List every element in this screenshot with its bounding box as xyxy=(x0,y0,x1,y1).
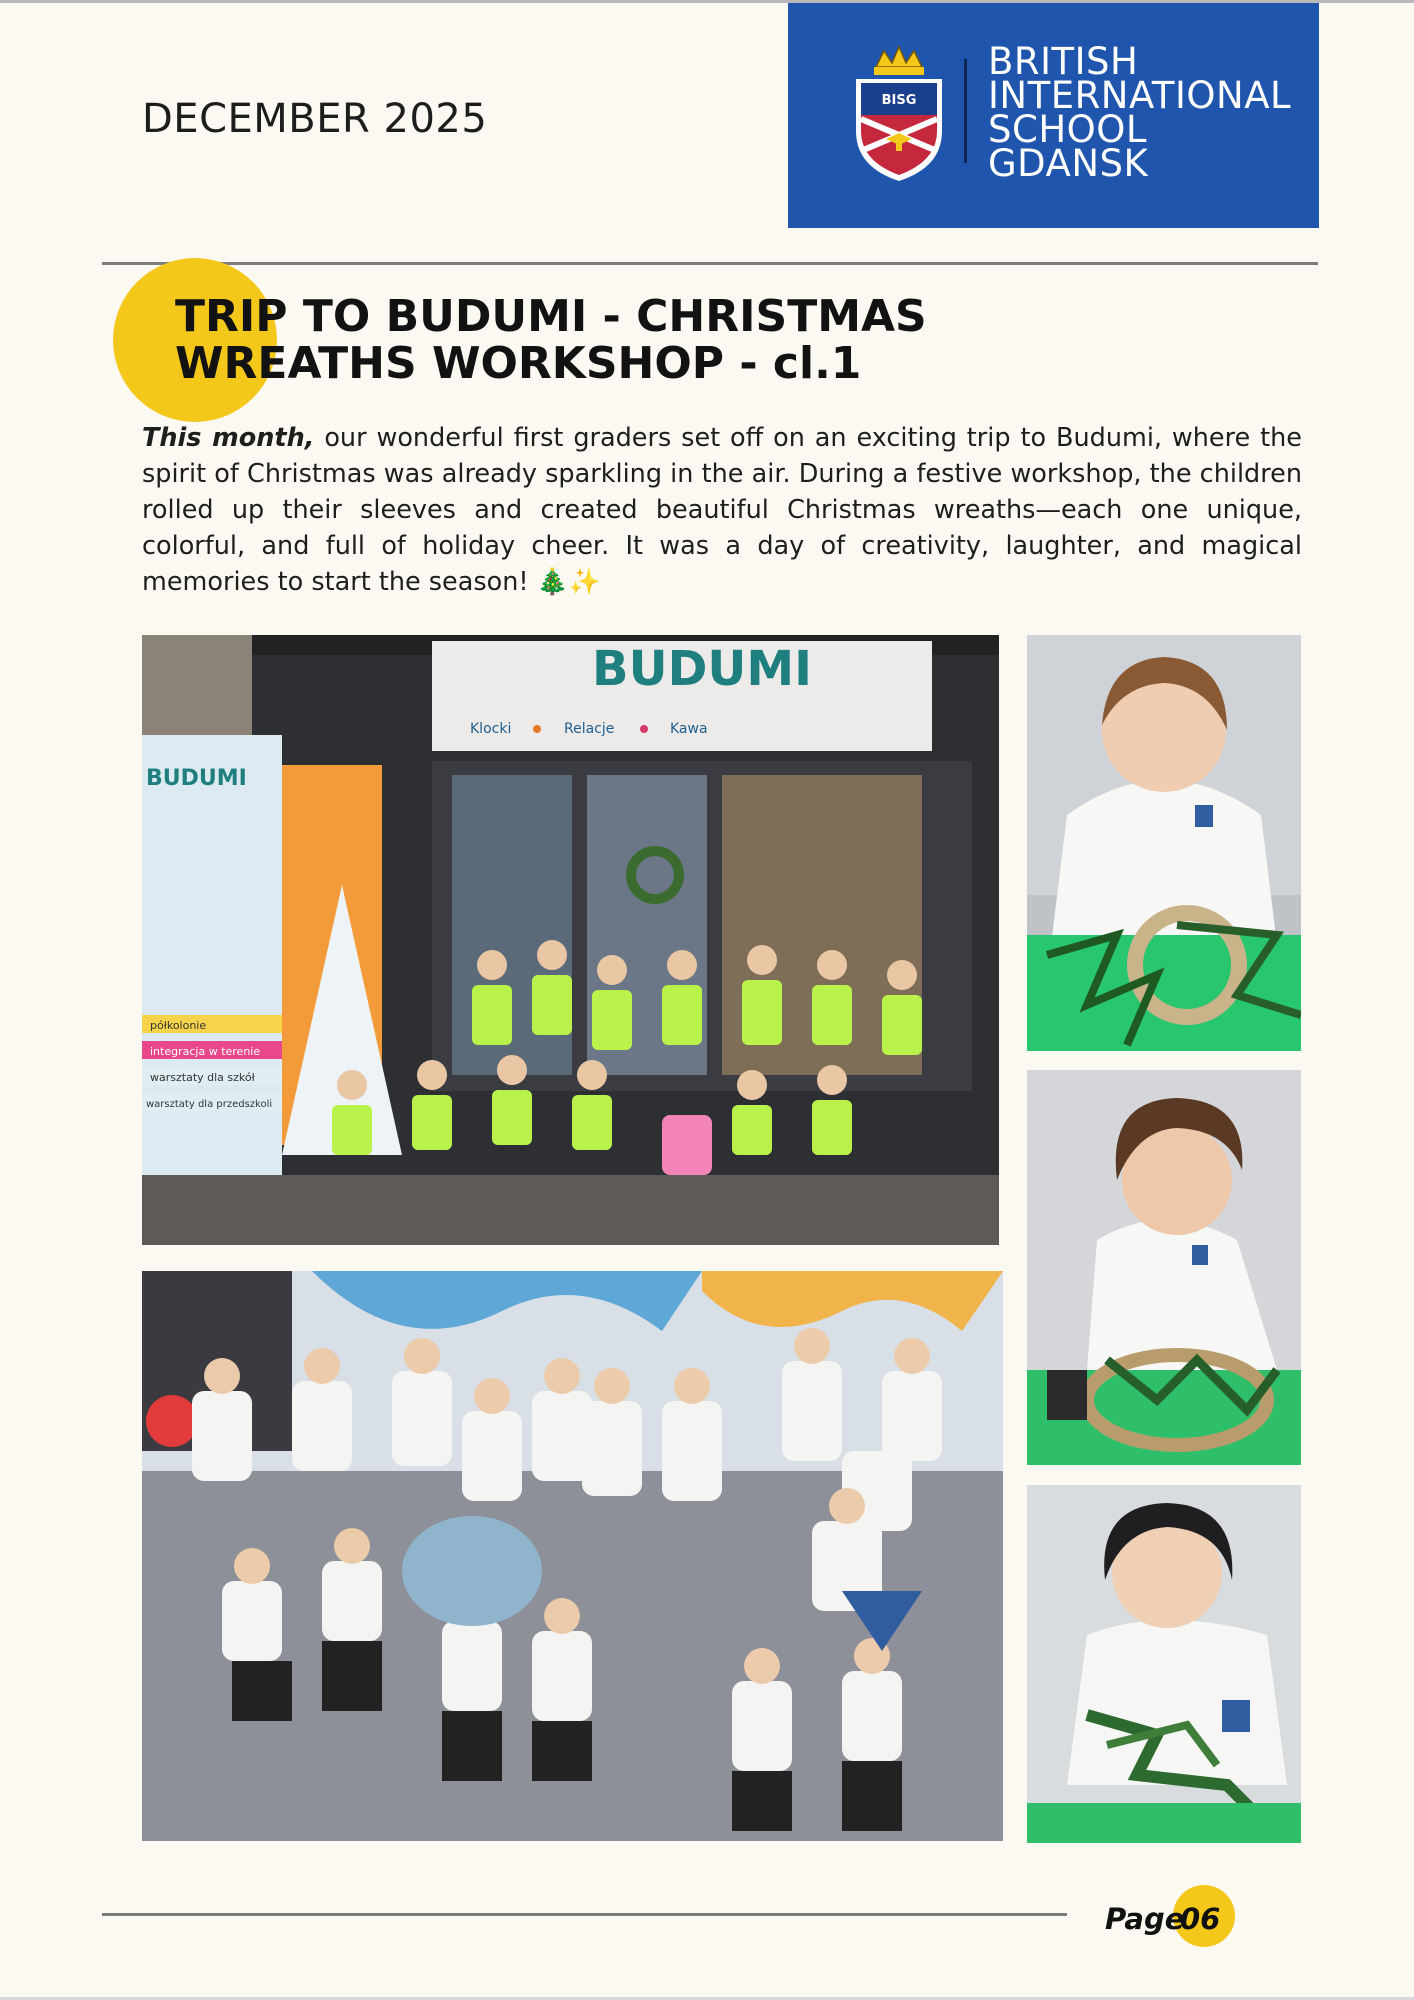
photo-group-storefront xyxy=(142,635,999,1245)
school-name-line: SCHOOL xyxy=(988,108,1148,151)
logo-divider xyxy=(964,59,967,163)
intro-lead: This month, xyxy=(142,423,315,453)
intro-body: our wonderful first graders set off on an exciting trip to Budumi, where the spirit of Christmas was already sparkling in the air. During a festive workshop, the children rolled up their sleeves and created beautiful Christmas wreaths—each one unique, colorful, and full of holiday cheer. It was a day of creativity, laughter, and magical memories to start the season! 🎄✨ xyxy=(142,423,1302,597)
school-name-line: BRITISH xyxy=(988,40,1139,83)
banner-item-1: półkolonie xyxy=(150,1019,207,1032)
page-label: Page xyxy=(1105,1902,1185,1936)
school-crest-icon xyxy=(850,45,948,183)
store-tagline-3: Kawa xyxy=(670,721,708,737)
banner-text: BUDUMI xyxy=(146,766,247,791)
issue-date: DECEMBER 2025 xyxy=(142,96,488,142)
photo-group-indoor xyxy=(142,1271,1003,1841)
store-sign-text: BUDUMI xyxy=(592,641,813,697)
school-name-line: INTERNATIONAL xyxy=(988,74,1292,117)
photo-child-wreath-2 xyxy=(1027,1070,1301,1465)
article-title xyxy=(175,293,1075,387)
crest-text: BISG xyxy=(881,93,917,108)
banner-item-4: warsztaty dla przedszkoli xyxy=(146,1099,273,1110)
banner-item-3: warsztaty dla szkół xyxy=(150,1071,255,1084)
school-name xyxy=(988,40,1292,185)
article-intro xyxy=(142,420,1302,600)
header-divider xyxy=(102,262,1318,265)
store-tagline-1: Klocki xyxy=(470,721,512,737)
photo-child-wreath-1 xyxy=(1027,635,1301,1051)
banner-item-2: integracja w terenie xyxy=(150,1045,261,1058)
school-logo-banner xyxy=(788,3,1319,228)
school-name-line: GDANSK xyxy=(988,142,1149,185)
store-tagline-2: Relacje xyxy=(564,721,615,737)
footer-divider xyxy=(102,1913,1067,1916)
title-line: WREATHS WORKSHOP - cl.1 xyxy=(175,338,862,389)
page-number: 06 xyxy=(1180,1902,1221,1936)
title-line: TRIP TO BUDUMI - CHRISTMAS xyxy=(175,291,927,342)
photo-child-wreath-3 xyxy=(1027,1485,1301,1843)
